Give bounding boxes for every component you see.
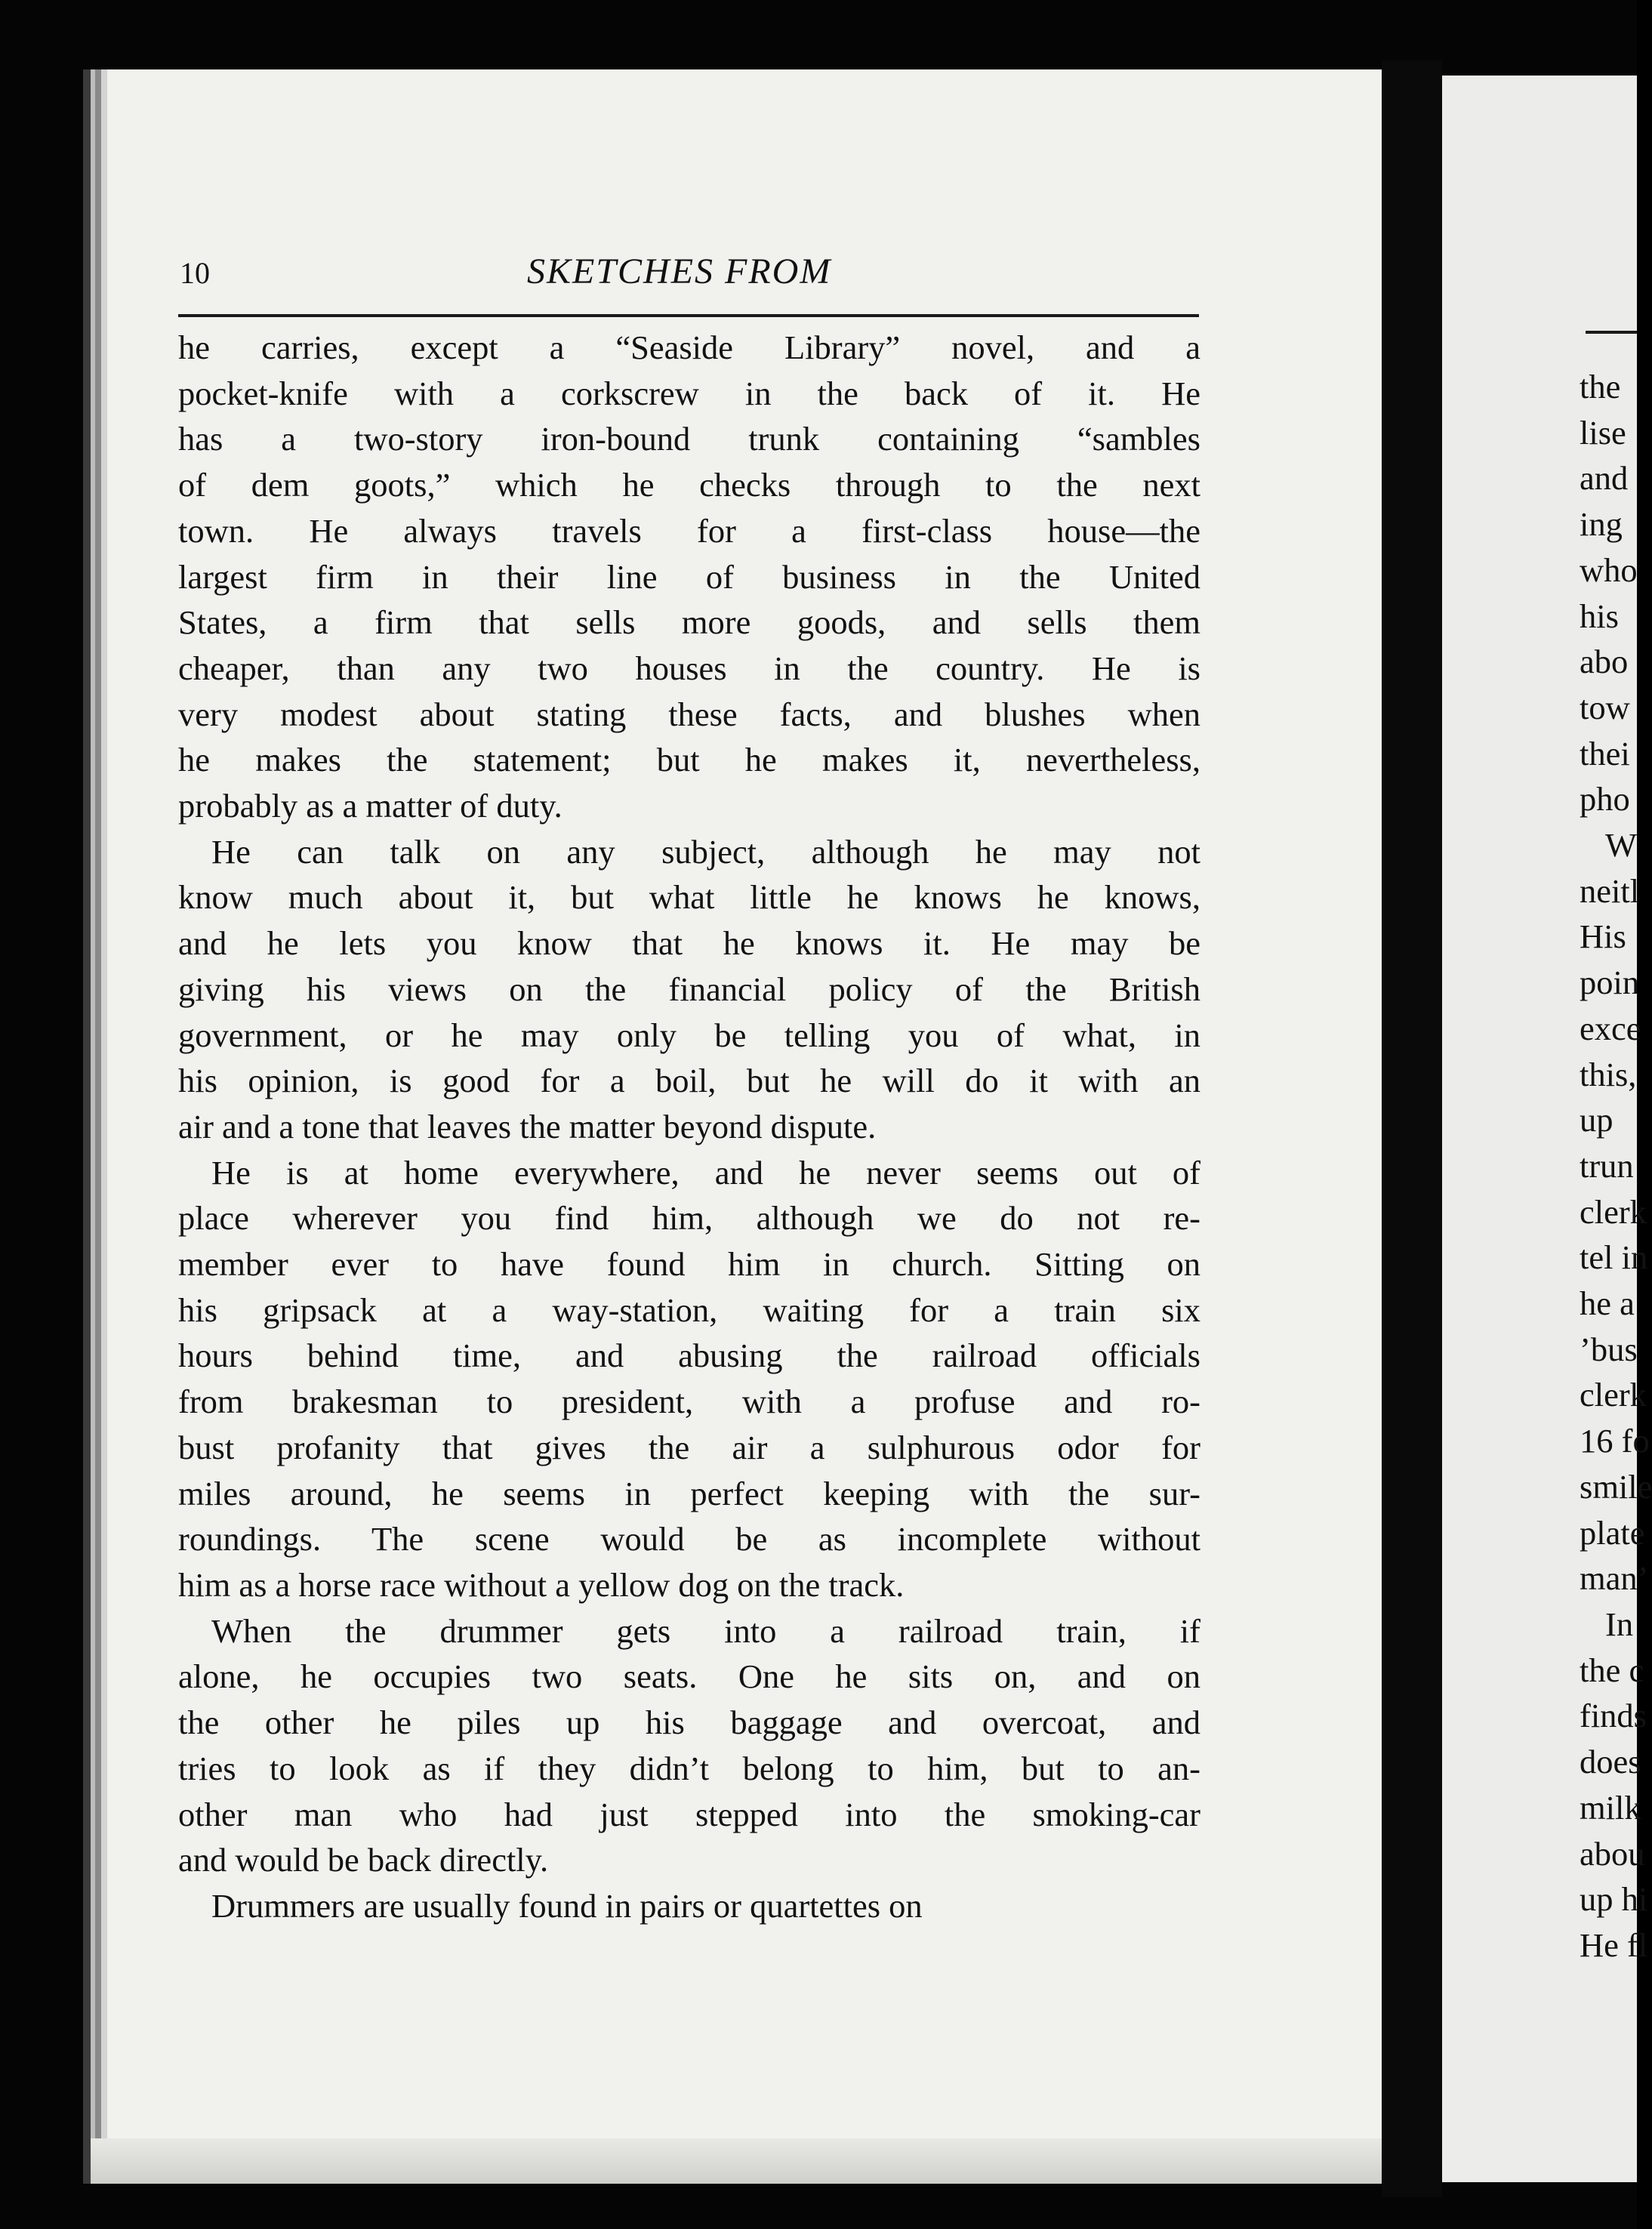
text-line: know much about it, but what little he knows he knows, [178,878,1200,917]
right-page-line: ing [1580,505,1623,544]
paragraph [178,829,1200,1150]
text-line: roundings. The scene would be as incomplete without [178,1520,1200,1558]
page-edge [91,2138,1389,2184]
page-number: 10 [180,256,210,290]
paragraph [178,325,1200,829]
text-line: hours behind time, and abusing the railroad officials [178,1336,1200,1375]
right-page-line: tel in [1580,1238,1648,1277]
text-line: giving his views on the financial policy of the British [178,970,1200,1008]
text-line: largest firm in their line of business in the United [178,557,1200,596]
text-line: and he lets you know that he knows it. He may be [178,924,1200,963]
paragraph [178,1150,1200,1608]
text-line: other man who had just stepped into the smoking-car [178,1795,1200,1833]
right-page-line: pho [1580,780,1630,819]
text-line: from brakesman to president, with a profuse and ro- [178,1383,1200,1421]
text-line: he makes the statement; but he makes it, nevertheless, [178,741,1200,779]
right-page-line: thei [1580,734,1630,772]
text-line: very modest about stating these facts, and blushes when [178,695,1200,733]
text-line: of dem goots,” which he checks through to the next [178,466,1200,504]
text-line: cheaper, than any two houses in the country. He is [178,649,1200,687]
right-page-line: clerk [1580,1376,1647,1414]
right-page-line: ’bus [1580,1330,1638,1368]
text-line: probably as a matter of duty. [178,787,562,825]
text-line: He can talk on any subject, although he may not [211,832,1200,871]
right-page-line: the c [1580,1651,1644,1689]
right-page-line: lise [1580,413,1626,452]
text-line: town. He always travels for a first-class house—the [178,511,1200,550]
text-line: he carries, except a “Seaside Library” novel, and a [178,328,1200,366]
right-page-line: neitl [1580,871,1640,910]
text-line: member ever to have found him in church. Sitting on [178,1245,1200,1284]
right-page-line: abou [1580,1834,1645,1873]
text-line: has a two-story iron-bound trunk containing “sambles [178,420,1200,458]
right-page-line: his [1580,597,1619,635]
text-line: pocket-knife with a corkscrew in the back of it. He [178,374,1200,412]
right-page-line: finds [1580,1697,1647,1735]
right-page-line: 16 fo [1580,1422,1650,1460]
text-line: States, a firm that sells more goods, and sells them [178,603,1200,642]
text-line: and would be back directly. [178,1841,549,1879]
right-page-line: who [1580,550,1638,589]
text-line: place wherever you find him, although we do not re- [178,1199,1200,1238]
text-line: the other he piles up his baggage and overcoat, and [178,1703,1200,1742]
right-page-line: smile [1580,1467,1652,1506]
right-page-line: clerk [1580,1192,1647,1231]
text-line: him as a horse race without a yellow dog on the track. [178,1565,905,1604]
text-line: government, or he may only be telling you of what, in [178,1016,1200,1054]
right-page-line: this, [1580,1055,1637,1093]
right-page-line: the [1580,368,1621,405]
right-page-line: W [1605,826,1638,865]
right-page-line: up hi [1580,1880,1648,1919]
page-body-text [178,325,1200,1929]
text-line: When the drummer gets into a railroad train, if [211,1611,1200,1650]
text-line: miles around, he seems in perfect keeping with the sur- [178,1474,1200,1512]
text-line: alone, he occupies two seats. One he sits on, and on [178,1657,1200,1696]
right-page-line: abo [1580,643,1629,681]
right-page-line: exce [1580,1009,1641,1047]
paragraph [178,1608,1200,1883]
right-page-text-fragment [1580,364,1652,1968]
book-gutter [1382,60,1442,2197]
right-page-line: up [1580,1101,1613,1139]
paragraph [178,1883,1200,1929]
right-page-line: trun [1580,1146,1634,1185]
right-page-line: plate [1580,1513,1645,1552]
right-page-line: man’ [1580,1559,1649,1598]
right-page-line: milk [1580,1788,1641,1827]
right-page-line: tow [1580,688,1630,726]
right-page-line: does [1580,1743,1641,1781]
text-line: tries to look as if they didn’t belong to him, but to an- [178,1749,1200,1787]
running-head-title: SKETCHES FROM [527,251,832,291]
right-page-header-rule [1586,331,1637,334]
right-page-line: he a [1580,1284,1635,1323]
running-head [180,240,1222,301]
text-line: Drummers are usually found in pairs or quartettes on [211,1886,923,1925]
text-line: bust profanity that gives the air a sulphurous odor for [178,1428,1200,1466]
header-rule [178,314,1199,317]
right-page-line: poin [1580,963,1640,1002]
right-page-line: and [1580,459,1629,498]
right-page-line: He fl [1580,1925,1648,1964]
right-page-line: His [1580,917,1626,956]
text-line: He is at home everywhere, and he never seems out of [211,1153,1200,1192]
text-line: his opinion, is good for a boil, but he will do it with an [178,1062,1200,1100]
right-page-line: In [1605,1605,1634,1643]
text-line: his gripsack at a way-station, waiting for a train six [178,1290,1200,1329]
text-line: air and a tone that leaves the matter beyond dispute. [178,1107,877,1145]
